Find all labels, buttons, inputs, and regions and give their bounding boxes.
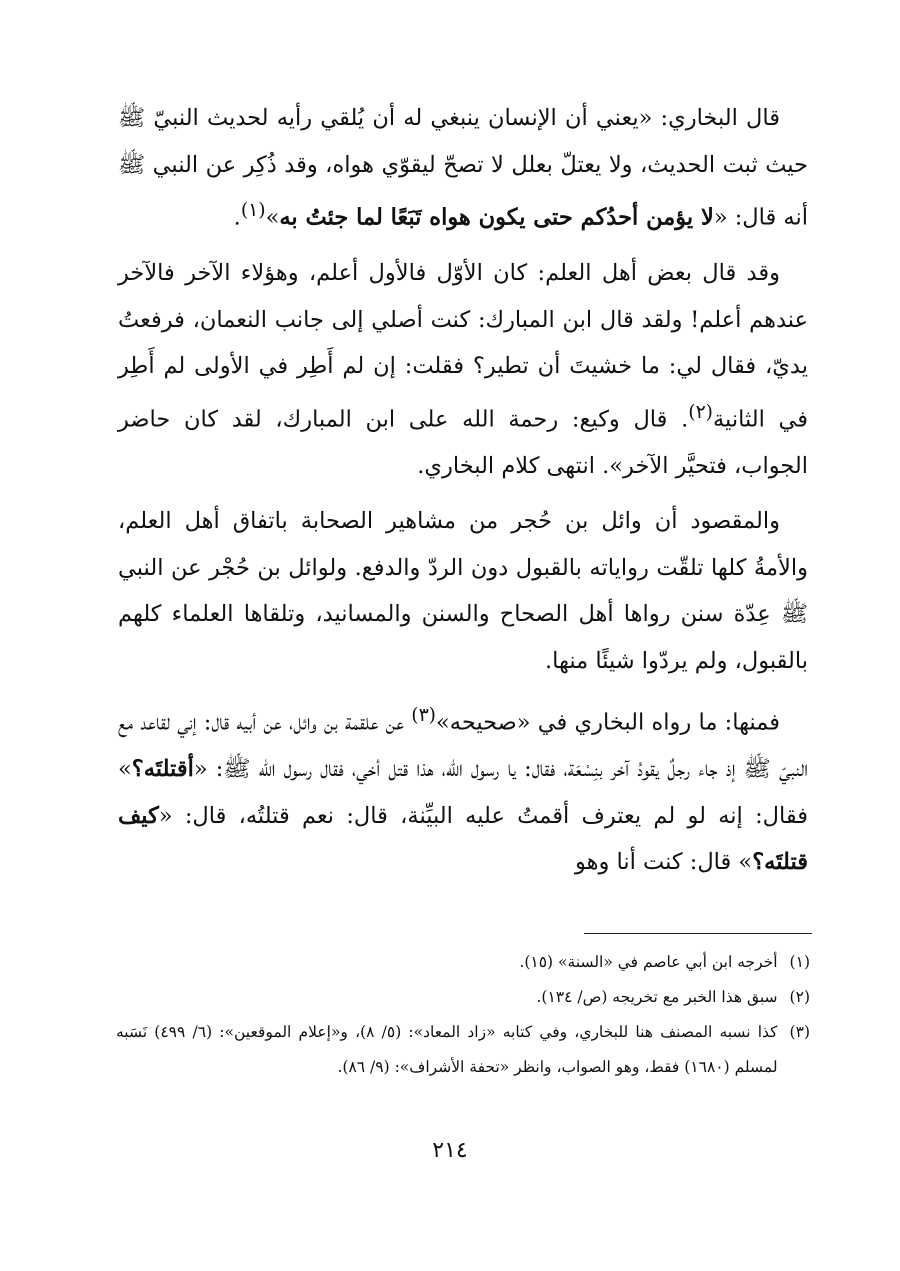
footnote-number: (٣): [789, 1023, 810, 1041]
footnote-ref-3[interactable]: (٣): [411, 705, 436, 726]
paragraph-4-text: فمنها: ما رواه البخاري في «صحيحه»: [436, 709, 780, 736]
footnote-2: [116, 980, 810, 1015]
footnote-number: (٢): [789, 988, 810, 1006]
paragraph-3: [118, 498, 808, 684]
paragraph-4-text-mid-2: » فقال: إنه لو لم يعترف أقمتُ عليه البيِّنة، قال: نعم قتلتُه، قال: «: [118, 756, 808, 829]
footnote-3: [116, 1015, 810, 1085]
footnote-text: سبق هذا الخبر مع تخريجه (ص/ ١٣٤).: [536, 988, 778, 1006]
paragraph-4-text-end: » قال: كنت أنا وهو: [574, 849, 753, 875]
paragraph-2-text-end: . قال وكيع: رحمة الله على ابن المبارك، لقد كان حاضر الجواب، فتحيَّر الآخر». انتهى كلام البخاري.: [118, 406, 808, 479]
paragraph-1-text: قال البخاري: «يعني أن الإنسان ينبغي له أن يُلقي رأيه لحديث النبيّ ﷺ حيث ثبت الحديث، ولا يعتلّ بعلل لا تصحّ ليقوّي هواه، وقد ذُكِر عن النبي ﷺ أنه قال: «: [118, 105, 808, 231]
paragraph-1: [118, 95, 808, 241]
hadith-quote-bold-2: كيف قتلتَه؟: [118, 802, 808, 875]
paragraph-1-close-quote: »: [265, 204, 280, 231]
page-number: ٢١٤: [432, 1138, 468, 1163]
footnote-text: كذا نسبه المصنف هنا للبخاري، وفي كتابه «زاد المعاد»: (٥/ ٨)، و«إعلام الموقعين»: (٦/ ٤٩٩) نَسَبه لمسلم (١٦٨٠) فقط، وهو الصواب، وانظر «تحفة الأشراف»: (٩/ ٨٦).: [116, 1023, 778, 1076]
hadith-quote-bold-1: أقتلتَه؟: [131, 756, 194, 782]
paragraph-4: [118, 693, 808, 886]
footnote-ref-1[interactable]: (١): [240, 200, 266, 221]
footnote-1: [116, 945, 810, 980]
main-text: [118, 95, 808, 895]
paragraph-2: [118, 250, 808, 489]
footnote-separator: [584, 933, 812, 934]
footnote-text: أخرجه ابن أبي عاصم في «السنة» (١٥).: [519, 953, 778, 971]
paragraph-2-text: وقد قال بعض أهل العلم: كان الأوّل فالأول أعلم، وهؤلاء الآخر فالآخر عندهم أعلم! ولقد قال ابن المبارك: كنت أصلي إلى جانب النعمان، فرفعتُ يديّ، فقال لي: ما خشيتَ أن تطير؟ فقلت: إن لم أَطِر في الأولى لم أَطِر في الثانية: [118, 260, 809, 432]
footnote-ref-2[interactable]: (٢): [688, 401, 713, 423]
paragraph-1-end: .: [233, 204, 241, 231]
footnotes: [116, 945, 810, 1085]
paragraph-4-text-mid: عن علقمة بن وائل، عن أبيه قال: إني لقاعد مع النبيّ ﷺ إذ جاء رجلٌ يقودُ آخر بنِسْعَة، فقال: يا رسول الله، هذا قتل أخي، فقال رسول الله ﷺ: «: [118, 709, 808, 782]
paragraph-3-text: والمقصود أن وائل بن حُجر من مشاهير الصحابة باتفاق أهل العلم، والأمةُ كلها تلقّت رواياته بالقبول دون الردّ والدفع. ولوائل بن حُجْر عن النبي ﷺ عِدّة سنن رواها أهل الصحاح والسنن والمسانيد، وتلقاها العلماء كلهم بالقبول، ولم يردّوا شيئًا منها.: [118, 508, 808, 674]
hadith-quote-bold: لا يؤمن أحدُكم حتى يكون هواه تَبَعًا لما جئتُ به: [279, 204, 714, 231]
footnote-number: (١): [789, 953, 810, 971]
